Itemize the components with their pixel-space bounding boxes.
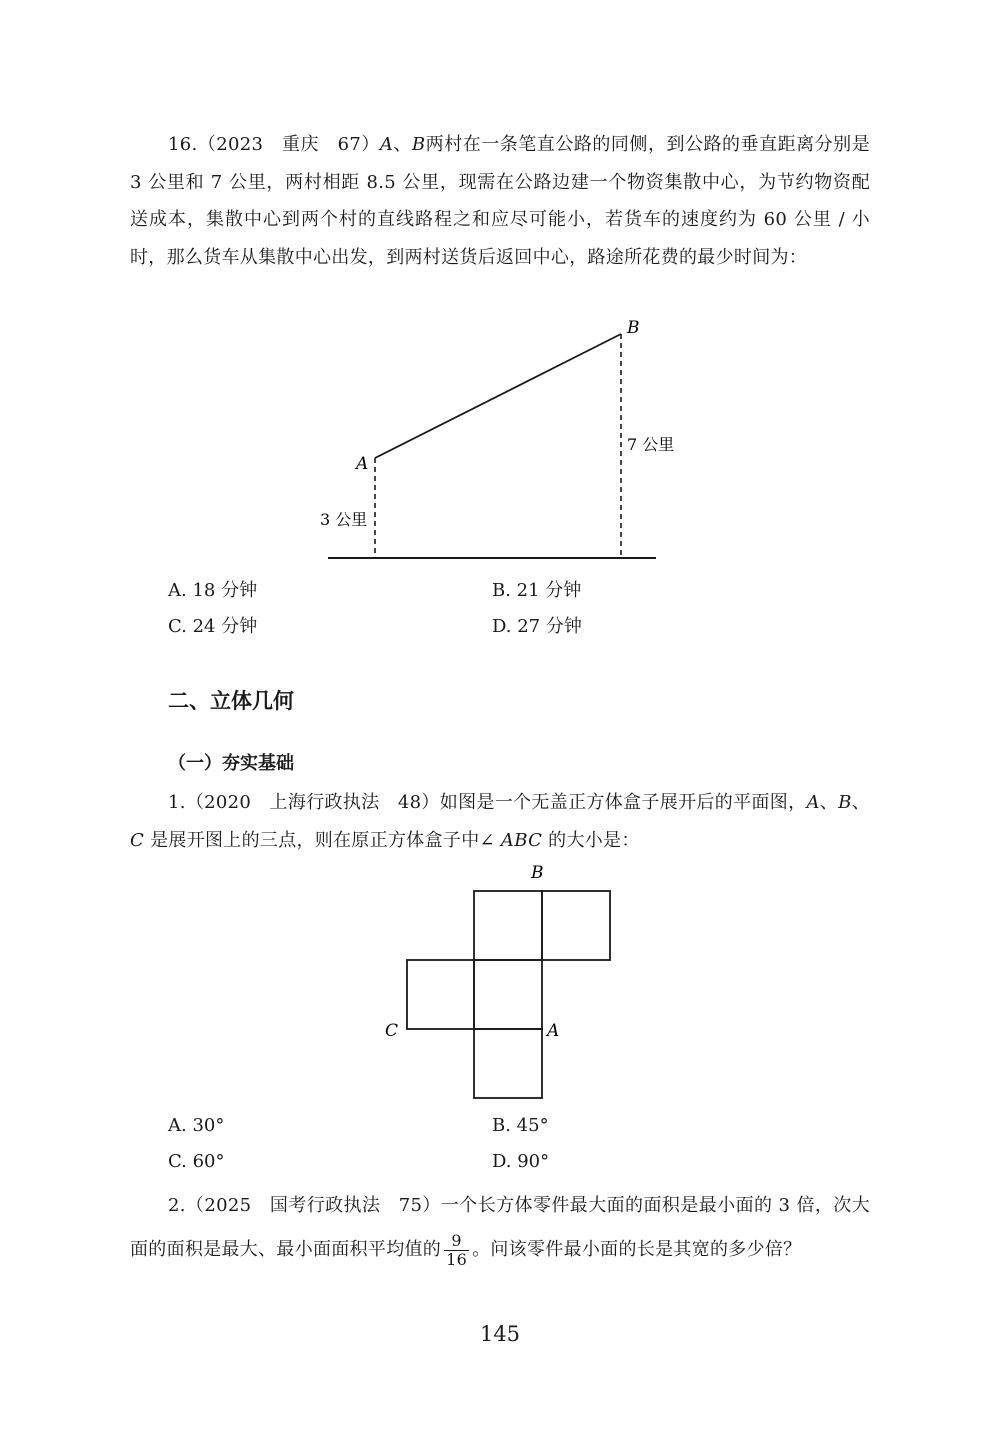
net-square-middle-left: [407, 960, 474, 1029]
separator: 、: [819, 792, 839, 813]
label-a: A: [547, 1021, 560, 1041]
question-source: （2025 国考行政执法 75）: [185, 1195, 441, 1216]
subsection-title: （一）夯实基础: [168, 753, 294, 774]
net-square-top-left: [474, 891, 542, 960]
question-body: 如图是一个无盖正方体盒子展开后的平面图，: [439, 792, 807, 813]
separator: 、: [393, 134, 412, 155]
question-1-text: [130, 784, 870, 859]
net-square-center: [474, 960, 542, 1029]
q1-option-b[interactable]: B. 45°: [492, 1115, 549, 1136]
label-a: A: [356, 454, 369, 474]
distance-a-label: 3 公里: [320, 510, 368, 529]
q16-option-d[interactable]: D. 27 分钟: [492, 616, 582, 637]
label-b: B: [627, 318, 640, 338]
q16-option-b[interactable]: B. 21 分钟: [492, 580, 582, 601]
question-source: （2023 重庆 67）: [197, 134, 380, 155]
net-square-top-right: [542, 891, 610, 960]
q1-option-d[interactable]: D. 90°: [492, 1151, 550, 1172]
segment-ab: [375, 334, 621, 458]
point-c: C: [130, 829, 145, 851]
label-b: B: [531, 863, 544, 883]
village-b-name: B: [411, 134, 426, 155]
q16-option-c[interactable]: C. 24 分钟: [168, 616, 258, 637]
question-number: 16.: [168, 134, 198, 155]
separator: 、: [851, 792, 870, 813]
question-body: 一个长方体零件最大面的面积是最小面的 3 倍，次大面的面积是最大、最小面面积平均值的: [130, 1195, 870, 1260]
net-square-bottom: [474, 1029, 542, 1098]
question-body: 两村在一条笔直公路的同侧，到公路的垂直距离分别是 3 公里和 7 公里，两村相距 8.5 公里，现需在公路边建一个物资集散中心，为节约物资配送成本，集散中心到两个村的直线路程之和应尽可能小，若货车的速度约为 60 公里 / 小时，那么货车从集散中心出发，到两村送货后返回中心，路途所花费的最少时间为：: [130, 134, 870, 268]
fraction: [444, 1232, 469, 1269]
distance-b-label: 7 公里: [627, 435, 675, 454]
section-title: 二、立体几何: [168, 689, 294, 713]
question-source: （2020 上海行政执法 48）: [185, 792, 440, 813]
cube-net-diagram: [0, 858, 1000, 1108]
q1-option-a[interactable]: A. 30°: [168, 1115, 225, 1136]
point-a: A: [806, 792, 820, 813]
question-body-2: 是展开图上的三点，则在原正方体盒子中∠: [144, 829, 501, 851]
q1-option-c[interactable]: C. 60°: [168, 1151, 225, 1172]
question-number: 1.: [168, 792, 186, 813]
question-16-text: [130, 126, 870, 276]
label-c: C: [385, 1021, 399, 1041]
village-a-name: A: [379, 134, 394, 155]
village-road-diagram: [0, 315, 1000, 575]
point-b: B: [838, 792, 852, 813]
fraction-numerator: 9: [444, 1232, 469, 1251]
fraction-denominator: 16: [446, 1249, 468, 1269]
page-number: 145: [479, 1322, 521, 1346]
question-body-3: 的大小是：: [542, 829, 640, 851]
question-2-text: [130, 1184, 870, 1272]
angle-name: ABC: [500, 829, 543, 851]
question-number: 2.: [168, 1195, 186, 1216]
question-body-2: 。问该零件最小面的长是其宽的多少倍？: [472, 1239, 802, 1260]
q16-option-a[interactable]: A. 18 分钟: [168, 580, 258, 601]
